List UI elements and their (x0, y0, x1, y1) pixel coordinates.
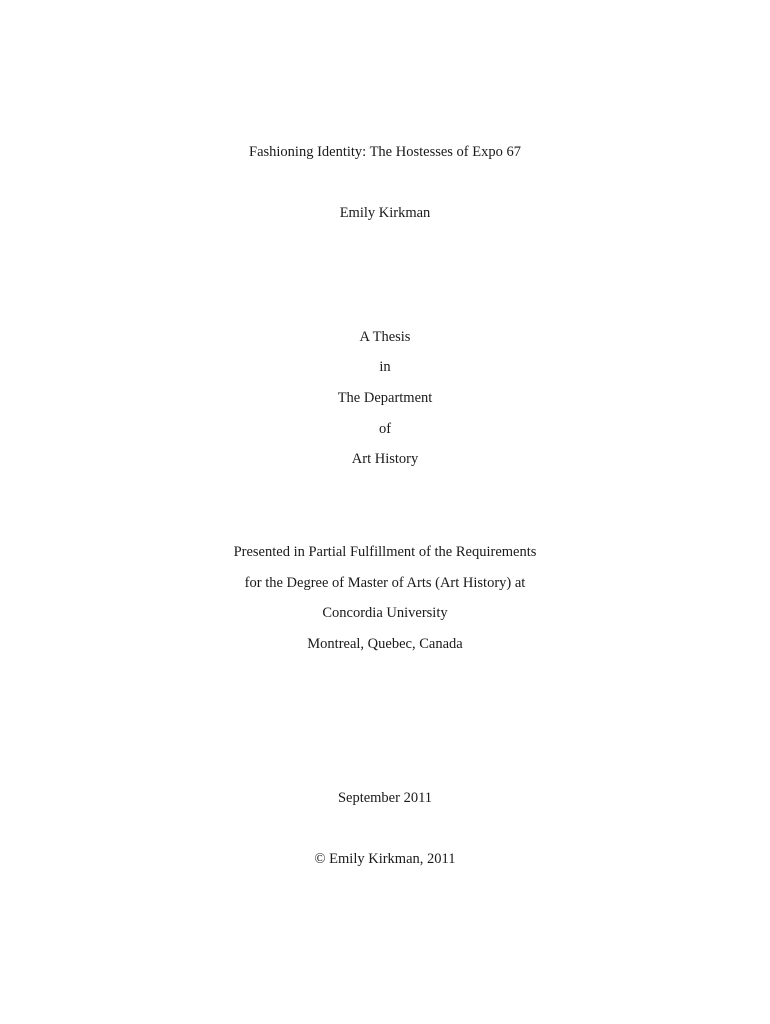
submission-date: September 2011 (337, 790, 433, 806)
university-name: Concordia University (322, 605, 448, 621)
of-label: of (378, 421, 392, 437)
in-label: in (379, 359, 391, 375)
presentation-line-2: for the Degree of Master of Arts (Art History) at (244, 575, 526, 591)
department-label: The Department (337, 390, 433, 406)
author-name: Emily Kirkman (339, 205, 431, 221)
thesis-label: A Thesis (359, 329, 411, 345)
copyright-notice: © Emily Kirkman, 2011 (314, 851, 456, 867)
presentation-line-1: Presented in Partial Fulfillment of the Requirements (233, 544, 537, 560)
university-location: Montreal, Quebec, Canada (307, 636, 463, 652)
field-of-study: Art History (351, 451, 419, 467)
thesis-title: Fashioning Identity: The Hostesses of Expo 67 (249, 144, 521, 160)
